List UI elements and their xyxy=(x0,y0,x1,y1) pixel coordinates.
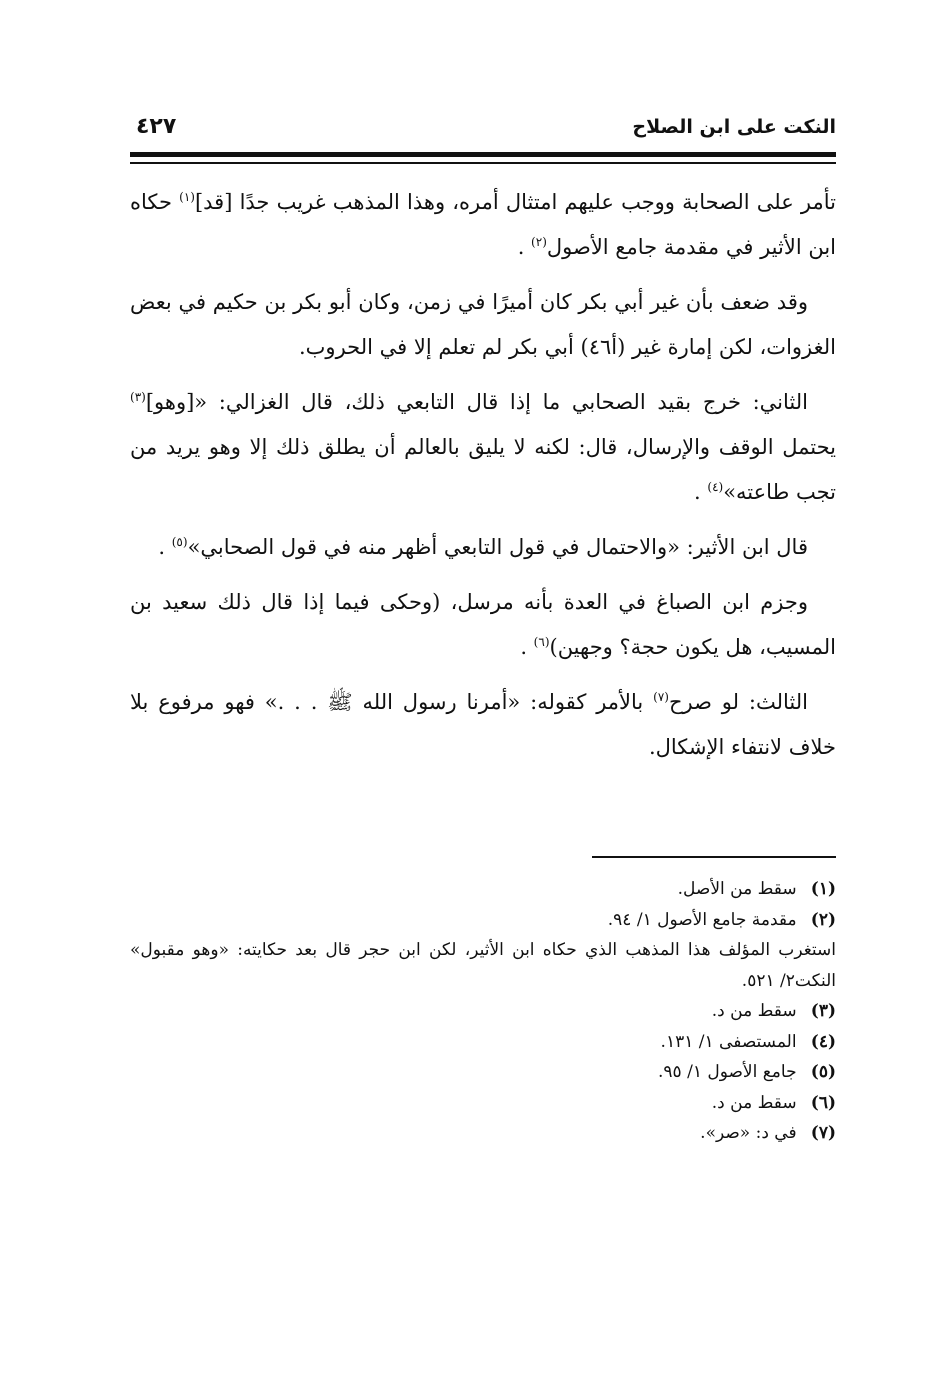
footnote-item xyxy=(130,1118,836,1149)
footnote-item xyxy=(130,905,836,936)
footnote-text: سقط من د. xyxy=(711,1001,797,1021)
paragraph-4 xyxy=(130,525,836,570)
text-run: حكاه ابن الأثير في مقدمة جامع الأصول xyxy=(130,190,836,259)
footnote-ref: (٥) xyxy=(171,535,188,549)
footnote-text: سقط من الأصل. xyxy=(677,879,797,899)
text-run: . xyxy=(694,480,708,504)
footnote-number: (٢) xyxy=(810,909,836,930)
text-run: الثاني: خرج بقيد الصحابي ما إذا قال التابعي ذلك، قال الغزالي: «[وهو] xyxy=(145,390,808,414)
footnote-ref: (٣) xyxy=(130,390,146,404)
text-run: يحتمل الوقف والإرسال، قال: لكنه لا يليق بالعالم أن يطلق ذلك إلا وهو يريد من تجب طاعته» xyxy=(130,435,836,504)
paragraph-5 xyxy=(130,580,836,670)
paragraph-3 xyxy=(130,380,836,515)
footnote-text: مقدمة جامع الأصول ١/ ٩٤. xyxy=(607,909,797,930)
header-rule-thin xyxy=(130,162,836,164)
paragraph-1 xyxy=(130,180,836,270)
footnote-ref: (٦) xyxy=(533,635,550,649)
footnote-number: (٣) xyxy=(810,1001,836,1021)
paragraph-2 xyxy=(130,280,836,370)
page-header xyxy=(130,112,836,146)
text-run: . xyxy=(517,235,532,259)
footnote-separator xyxy=(592,856,836,858)
text-run: . xyxy=(158,535,172,559)
footnote-text: في د: «صر». xyxy=(700,1123,797,1143)
text-run: تأمر على الصحابة ووجب عليهم امتثال أمره، وهذا المذهب غريب جدًا [قد] xyxy=(194,190,836,214)
footnote-ref: (٧) xyxy=(653,690,669,704)
footnote-text: المستصفى ١/ ١٣١. xyxy=(660,1031,797,1052)
footnote-item xyxy=(130,1088,836,1119)
running-title: النكت على ابن الصلاح xyxy=(632,116,836,138)
header-rule-thick xyxy=(130,152,836,157)
footnotes xyxy=(130,874,836,1149)
footnote-number: (١) xyxy=(810,879,836,899)
footnote-item xyxy=(130,874,836,905)
text-run: وقد ضعف بأن غير أبي بكر كان أميرًا في زمن، وكان أبو بكر بن حكيم في بعض الغزوات، لكن إمارة غير (أ٤٦) أبي بكر لم تعلم إلا في الحروب. xyxy=(130,290,836,359)
footnote-text: جامع الأصول ١/ ٩٥. xyxy=(658,1062,797,1082)
footnote-number: (٧) xyxy=(810,1123,836,1143)
page-number: ٤٢٧ xyxy=(136,114,177,139)
text-run: بالأمر كقوله: «أمرنا رسول الله ﷺ . . .» فهو مرفوع بلا خلاف لانتفاء الإشكال. xyxy=(130,690,836,759)
text-run: وجزم ابن الصباغ في العدة بأنه مرسل، (وحكى فيما إذا قال ذلك سعيد بن المسيب، هل يكون حجة؟ وجهين) xyxy=(130,590,836,659)
footnote-number: (٤) xyxy=(810,1031,836,1052)
footnote-item xyxy=(130,996,836,1027)
footnote-continuation: استغرب المؤلف هذا المذهب الذي حكاه ابن الأثير، لكن ابن حجر قال بعد حكايته: «وهو مقبول» النكت٢/ ٥٢١. xyxy=(130,940,836,991)
footnote-number: (٦) xyxy=(810,1092,836,1113)
text-run: الثالث: لو صرح xyxy=(668,690,808,714)
paragraph-6 xyxy=(130,680,836,770)
text-run: . xyxy=(520,635,534,659)
footnote-item xyxy=(130,1027,836,1058)
footnote-number: (٥) xyxy=(810,1062,836,1082)
footnote-item xyxy=(130,1057,836,1088)
footnote-ref: (٢) xyxy=(531,235,547,249)
main-text xyxy=(130,180,836,780)
footnote-text: سقط من د. xyxy=(711,1092,797,1113)
footnote-ref: (١) xyxy=(179,190,195,204)
footnote-ref: (٤) xyxy=(707,480,724,494)
text-run: قال ابن الأثير: «والاحتمال في قول التابعي أظهر منه في قول الصحابي» xyxy=(187,535,808,559)
